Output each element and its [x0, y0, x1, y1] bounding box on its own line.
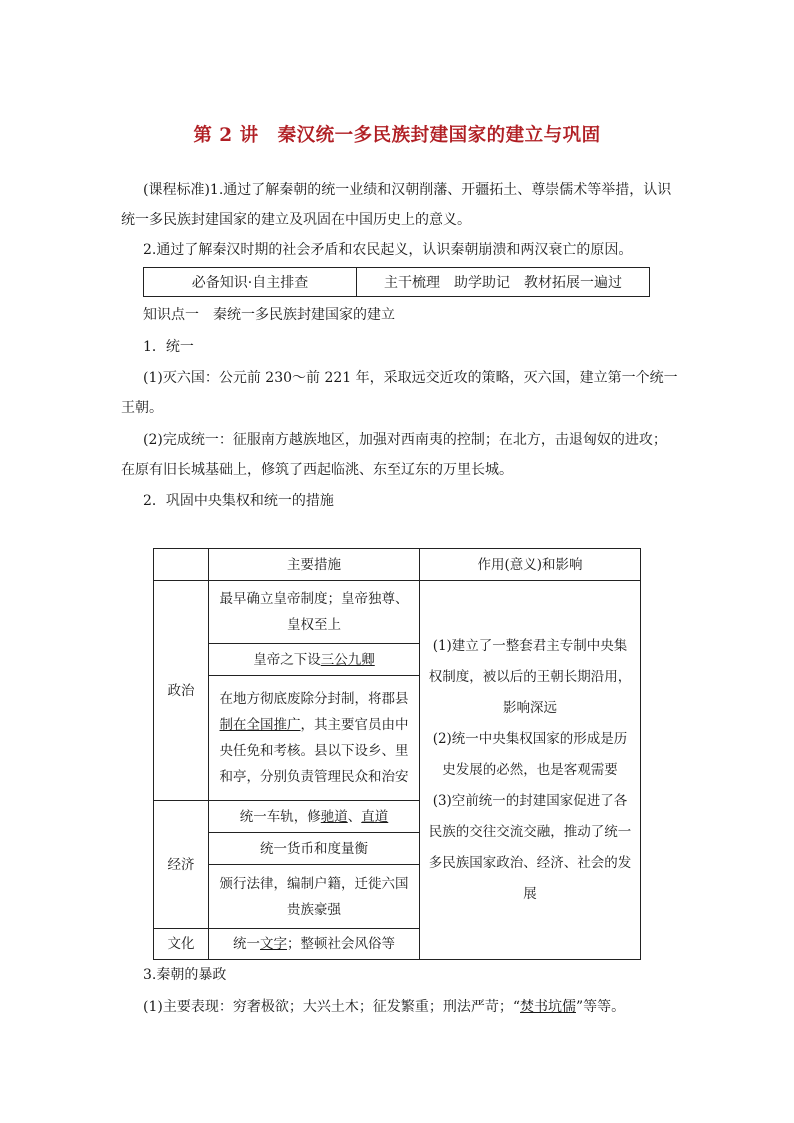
table-header-effect: 作用(意义)和影响 [420, 549, 641, 581]
politics-measure-3-line-2 [215, 712, 413, 738]
economy-measure-1-key-2: 直道 [361, 808, 389, 825]
section-3-p1-key: 焚书坑儒 [520, 999, 576, 1015]
effect-cell [420, 581, 641, 960]
politics-measure-1 [209, 581, 420, 644]
politics-measure-2-text: 皇帝之下设 [253, 651, 321, 668]
section-3-heading: 3.秦朝的暴政 [143, 967, 227, 983]
economy-measure-1-key-1: 驰道 [320, 808, 348, 825]
economy-measure-1-text: 统一车轨，修 [239, 808, 321, 825]
section-3-p1-rest: ”等等。 [576, 999, 626, 1015]
politics-measure-3-key: 制在全国推广 [219, 717, 301, 733]
category-politics: 政治 [154, 581, 209, 801]
effect-line-4: (2)统一中央集权国家的形成是历 [432, 730, 628, 747]
politics-measure-2-key: 三公九卿 [320, 651, 375, 668]
economy-measure-1-sep: 、 [347, 808, 362, 825]
economy-measure-2: 统一货币和度量衡 [209, 833, 420, 865]
culture-measure-key: 文字 [260, 936, 287, 952]
effect-line-2: 权制度，被以后的王朝长期沿用， [428, 668, 632, 685]
politics-measure-3 [209, 676, 420, 801]
table-header-measures: 主要措施 [209, 549, 420, 581]
knowledge-point-heading: 知识点一 秦统一多民族封建国家的建立 [143, 307, 395, 323]
effect-line-6: (3)空前统一的封建国家促进了各 [432, 792, 628, 809]
category-culture: 文化 [154, 929, 209, 960]
culture-measure [209, 929, 420, 960]
effect-line-8: 多民族国家政治、经济、社会的发 [428, 854, 632, 871]
politics-measure-3-line-3: 央任免和考核。县以下设乡、里 [219, 743, 409, 759]
effect-line-1: (1)建立了一整套君主专制中央集 [432, 637, 628, 654]
section-1-p2-line1: (2)完成统一：征服南方越族地区，加强对西南夷的控制；在北方，击退匈奴的进攻； [143, 432, 667, 448]
politics-measure-3-line-4: 和亭，分别负责管理民众和治安 [219, 769, 409, 785]
category-economy: 经济 [154, 801, 209, 929]
table-header-empty [154, 549, 209, 581]
section-1-p2-line2: 在原有旧长城基础上，修筑了西起临洮、东至辽东的万里长城。 [121, 462, 513, 478]
economy-measure-3-line-1: 颁行法律，编制户籍，迁徙六国 [219, 875, 409, 892]
effect-line-5: 史发展的必然，也是客观需要 [442, 761, 618, 778]
section-3-p1-text: (1)主要表现：穷奢极欲；大兴土木；征发繁重；刑法严苛；“ [143, 999, 520, 1015]
economy-measure-1 [209, 801, 420, 833]
politics-measure-3-line-1: 在地方彻底废除分封制，将郡县 [219, 691, 409, 707]
section-3-p1 [143, 997, 625, 1017]
section-1-p1-line1: (1)灭六国：公元前 230～前 221 年，采取远交近攻的策略，灭六国，建立第一个统一 [143, 370, 678, 386]
economy-measure-3-line-2: 贵族豪强 [287, 901, 341, 918]
culture-measure-rest: ；整顿社会风俗等 [287, 936, 395, 952]
section-1-heading: 1．统一 [143, 339, 194, 355]
page-title: 第 2 讲 秦汉统一多民族封建国家的建立与巩固 [193, 125, 601, 146]
effect-line-3: 影响深远 [503, 699, 557, 716]
effect-line-7: 民族的交往交流交融，推动了统一 [428, 823, 632, 840]
culture-measure-text: 统一 [233, 936, 260, 952]
politics-measure-1-line-1: 最早确立皇帝制度；皇帝独尊、 [219, 591, 409, 607]
standard-line-1: (课程标准)1.通过了解秦朝的统一业绩和汉朝削藩、开疆拓土、尊崇儒术等举措，认识 [143, 182, 672, 198]
economy-measure-3 [209, 865, 420, 929]
banner-left: 必备知识·自主排查 [144, 268, 357, 296]
section-1-p1-line2: 王朝。 [121, 400, 163, 416]
measures-table [153, 548, 641, 960]
standard-line-3: 2.通过了解秦汉时期的社会矛盾和农民起义，认识秦朝崩溃和两汉衰亡的原因。 [143, 242, 633, 258]
banner-right: 主干梳理 助学助记 教材拓展一遍过 [384, 275, 622, 291]
politics-measure-2 [209, 644, 420, 676]
section-2-heading: 2．巩固中央集权和统一的措施 [143, 493, 334, 509]
effect-line-9: 展 [523, 885, 537, 902]
politics-measure-1-line-2: 皇权至上 [287, 617, 341, 633]
politics-measure-3-rest: ，其主要官员由中 [300, 717, 409, 733]
knowledge-banner [143, 267, 650, 297]
standard-line-2: 统一多民族封建国家的建立及巩固在中国历史上的意义。 [121, 212, 471, 228]
